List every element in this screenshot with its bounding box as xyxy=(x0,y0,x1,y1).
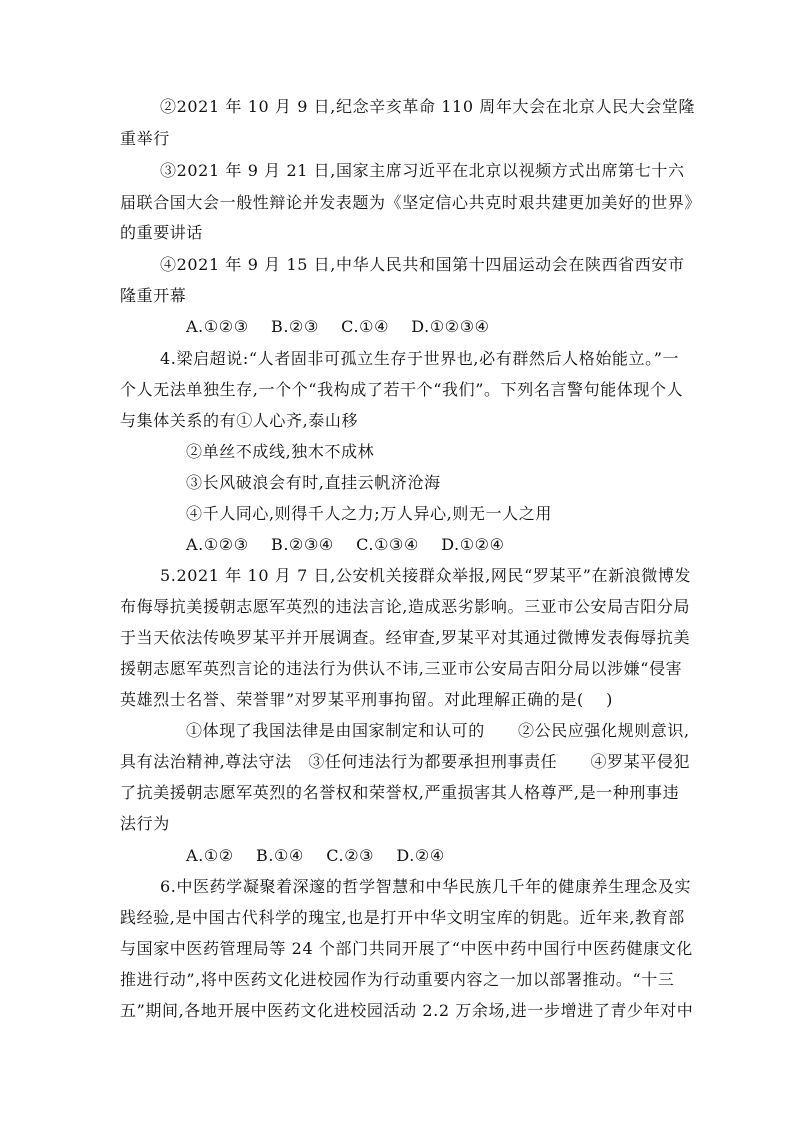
q6-line-1: 6.中医药学凝聚着深邃的哲学智慧和中华民族几千年的健康养生理念及实 xyxy=(160,877,692,896)
q5-options-line-1: ①体现了我国法律是由国家制定和认可的 ②公民应强化规则意识, xyxy=(186,721,690,740)
option-3-line-2: 届联合国大会一般性辩论并发表题为《坚定信心共克时艰共建更加美好的世界》 xyxy=(120,193,702,212)
q5-options-line-4: 法行为 xyxy=(120,814,170,833)
q4-answer-choices: A.①②③ B.②③④ C.①③④ D.①②④ xyxy=(186,535,505,554)
option-2-line-2: 重举行 xyxy=(120,129,170,148)
option-3-line-1: ③2021 年 9 月 21 日,国家主席习近平在北京以视频方式出席第七十六 xyxy=(160,161,685,180)
option-3-line-3: 的重要讲话 xyxy=(120,223,204,242)
q5-line-5: 英雄烈士名誉、荣誉罪”对罗某平刑事拘留。对此理解正确的是( ) xyxy=(120,690,613,709)
q5-options-line-2: 具有法治精神,尊法守法 ③任何违法行为都要承担刑事责任 ④罗某平侵犯 xyxy=(120,752,691,771)
q4-option-2: ②单丝不成线,独木不成林 xyxy=(186,442,375,461)
q5-line-1: 5.2021 年 10 月 7 日,公安机关接群众举报,网民“罗某平”在新浪微博发 xyxy=(160,566,692,585)
q4-option-4: ④千人同心,则得千人之力;万人异心,则无一人之用 xyxy=(186,504,552,523)
q5-answer-choices: A.①② B.①④ C.②③ D.②④ xyxy=(186,846,445,865)
q5-line-3: 于当天依法传唤罗某平并开展调查。经审查,罗某平对其通过微博发表侮辱抗美 xyxy=(120,628,691,647)
q4-line-3: 与集体关系的有①人心齐,泰山移 xyxy=(120,411,359,430)
q6-line-3: 与国家中医药管理局等 24 个部门共同开展了“中医中药中国行中医药健康文化 xyxy=(120,939,693,958)
q4-option-3: ③长风破浪会有时,直挂云帆济沧海 xyxy=(186,473,441,492)
q6-line-4: 推进行动”,将中医药文化进校园作为行动重要内容之一加以部署推动。“十三 xyxy=(120,970,675,989)
q5-options-line-3: 了抗美援朝志愿军英烈的名誉权和荣誉权,严重损害其人格尊严,是一种刑事违 xyxy=(120,783,680,802)
q5-line-2: 布侮辱抗美援朝志愿军英烈的违法言论,造成恶劣影响。三亚市公安局吉阳分局 xyxy=(120,597,691,616)
option-4-line-2: 隆重开幕 xyxy=(120,286,187,305)
q3-answer-choices: A.①②③ B.②③ C.①④ D.①②③④ xyxy=(186,317,490,336)
q6-line-5: 五”期间,各地开展中医药文化进校园活动 2.2 万余场,进一步增进了青少年对中 xyxy=(120,1001,694,1020)
q4-line-2: 个人无法单独生存,一个个“我构成了若干个“我们”。下列名言警句能体现个人 xyxy=(120,380,684,399)
q4-line-1: 4.梁启超说:“人者固非可孤立生存于世界也,必有群然后人格始能立。”一 xyxy=(160,349,680,368)
q6-line-2: 践经验,是中国古代科学的瑰宝,也是打开中华文明宝库的钥匙。近年来,教育部 xyxy=(120,908,685,927)
q5-line-4: 援朝志愿军英烈言论的违法行为供认不讳,三亚市公安局吉阳分局以涉嫌“侵害 xyxy=(120,659,683,678)
option-2-line-1: ②2021 年 10 月 9 日,纪念辛亥革命 110 周年大会在北京人民大会堂隆 xyxy=(160,97,696,116)
option-4-line-1: ④2021 年 9 月 15 日,中华人民共和国第十四届运动会在陕西省西安市 xyxy=(160,255,685,274)
